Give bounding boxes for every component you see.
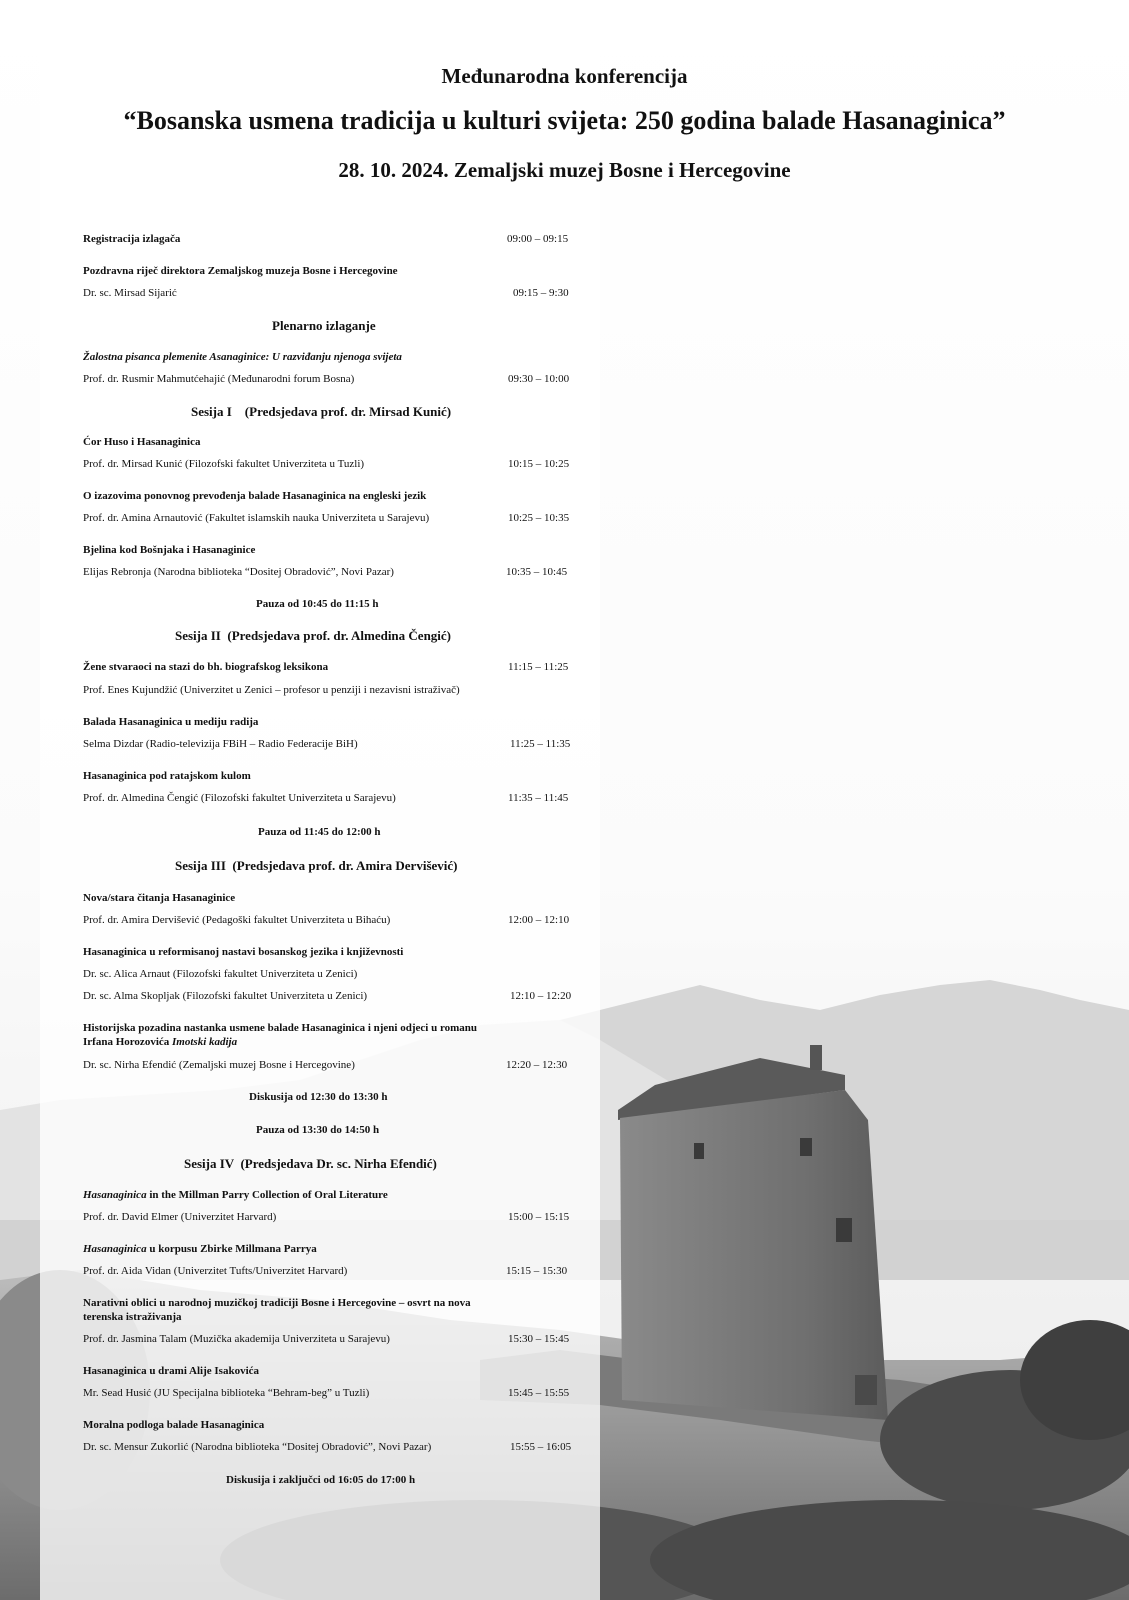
s2-talk2-speaker: Selma Dizdar (Radio-televizija FBiH – Radio Federacije BiH)	[83, 738, 358, 750]
session2-heading: Sesija II (Predsjedava prof. dr. Almedina Čengić)	[175, 628, 452, 643]
session3-heading: Sesija III (Predsjedava prof. dr. Amira Dervišević)	[175, 858, 458, 873]
s3-talk2-time: 12:10 – 12:20	[510, 990, 572, 1002]
s3-talk3-time: 12:20 – 12:30	[506, 1059, 568, 1071]
s3-talk3-title-line2	[83, 1036, 237, 1048]
s3-talk2-speaker2: Dr. sc. Alma Skopljak (Filozofski fakultet Univerziteta u Zenici)	[83, 990, 368, 1002]
s4-talk3-speaker: Prof. dr. Jasmina Talam (Muzička akademija Univerziteta u Sarajevu)	[83, 1333, 390, 1345]
s4-talk2-title-italic: Hasanaginica	[83, 1243, 147, 1255]
s3-talk3-title-author: Irfana Horozovića	[83, 1036, 173, 1048]
s1-talk2-title: O izazovima ponovnog prevođenja balade Hasanaginica na engleski jezik	[83, 490, 427, 502]
s4-talk2-time: 15:15 – 15:30	[506, 1265, 568, 1277]
s4-talk5-title: Moralna podloga balade Hasanaginica	[83, 1419, 265, 1431]
pause-3: Pauza od 13:30 do 14:50 h	[256, 1124, 380, 1136]
pause-2: Pauza od 11:45 do 12:00 h	[258, 826, 381, 838]
s4-talk2-title	[83, 1243, 317, 1255]
s2-talk3-speaker: Prof. dr. Almedina Čengić (Filozofski fakultet Univerziteta u Sarajevu)	[83, 792, 396, 804]
s4-talk4-title: Hasanaginica u drami Alije Isakovića	[83, 1365, 260, 1377]
s3-talk1-speaker: Prof. dr. Amira Dervišević (Pedagoški fakultet Univerziteta u Bihaću)	[83, 914, 391, 926]
s3-talk3-speaker: Dr. sc. Nirha Efendić (Zemaljski muzej Bosne i Hercegovine)	[83, 1059, 355, 1071]
conference-title: “Bosanska usmena tradicija u kulturi svijeta: 250 godina balade Hasanaginica”	[123, 106, 1006, 135]
s4-talk1-title-rest: in the Millman Parry Collection of Oral Literature	[146, 1189, 388, 1201]
s4-talk5-time: 15:55 – 16:05	[510, 1441, 572, 1453]
s4-talk3-title-line2: terenska istraživanja	[83, 1311, 182, 1323]
s2-talk2-time: 11:25 – 11:35	[510, 738, 571, 750]
discussion-1: Diskusija od 12:30 do 13:30 h	[249, 1091, 388, 1103]
s1-talk1-time: 10:15 – 10:25	[508, 458, 570, 470]
s4-talk3-title-line1: Narativni oblici u narodnoj muzičkoj tradiciji Bosne i Hercegovine – osvrt na nova	[83, 1297, 471, 1309]
s2-talk1-time: 11:15 – 11:25	[508, 661, 569, 673]
closing-discussion: Diskusija i zaključci od 16:05 do 17:00 h	[226, 1474, 416, 1486]
pause-1: Pauza od 10:45 do 11:15 h	[256, 598, 379, 610]
s4-talk1-time: 15:00 – 15:15	[508, 1211, 570, 1223]
plenary-speaker: Prof. dr. Rusmir Mahmutćehajić (Međunarodni forum Bosna)	[83, 373, 355, 385]
conference-type: Međunarodna konferencija	[441, 64, 688, 88]
s1-talk3-title: Bjelina kod Bošnjaka i Hasanaginice	[83, 544, 256, 556]
s1-talk2-time: 10:25 – 10:35	[508, 512, 570, 524]
s1-talk2-speaker: Prof. dr. Amina Arnautović (Fakultet islamskih nauka Univerziteta u Sarajevu)	[83, 512, 430, 524]
session4-heading: Sesija IV (Predsjedava Dr. sc. Nirha Efendić)	[184, 1156, 437, 1171]
welcome-time: 09:15 – 9:30	[513, 287, 569, 299]
welcome-title: Pozdravna riječ direktora Zemaljskog muzeja Bosne i Hercegovine	[83, 265, 398, 277]
s1-talk3-time: 10:35 – 10:45	[506, 566, 568, 578]
s2-talk3-title: Hasanaginica pod ratajskom kulom	[83, 770, 251, 782]
plenary-time: 09:30 – 10:00	[508, 373, 570, 385]
s3-talk3-title-line1: Historijska pozadina nastanka usmene balade Hasanaginica i njeni odjeci u romanu	[83, 1022, 478, 1034]
s1-talk1-speaker: Prof. dr. Mirsad Kunić (Filozofski fakultet Univerziteta u Tuzli)	[83, 458, 365, 470]
s4-talk4-speaker: Mr. Sead Husić (JU Specijalna biblioteka “Behram-beg” u Tuzli)	[83, 1387, 370, 1399]
s2-talk3-time: 11:35 – 11:45	[508, 792, 569, 804]
s4-talk4-time: 15:45 – 15:55	[508, 1387, 570, 1399]
s4-talk1-speaker: Prof. dr. David Elmer (Univerzitet Harvard)	[83, 1211, 277, 1223]
s3-talk1-time: 12:00 – 12:10	[508, 914, 570, 926]
s4-talk1-title-italic: Hasanaginica	[83, 1189, 147, 1201]
s4-talk2-title-rest: u korpusu Zbirke Millmana Parrya	[146, 1243, 317, 1255]
s1-talk3-speaker: Elijas Rebronja (Narodna biblioteka “Dositej Obradović”, Novi Pazar)	[83, 566, 394, 578]
s2-talk2-title: Balada Hasanaginica u mediju radija	[83, 716, 259, 728]
s2-talk1-title: Žene stvaraoci na stazi do bh. biografskog leksikona	[83, 661, 329, 673]
s3-talk3-title-novel: Imotski kadija	[172, 1036, 238, 1048]
s3-talk2-speaker1: Dr. sc. Alica Arnaut (Filozofski fakultet Univerziteta u Zenici)	[83, 968, 358, 980]
plenary-heading: Plenarno izlaganje	[272, 318, 376, 333]
s4-talk5-speaker: Dr. sc. Mensur Zukorlić (Narodna biblioteka “Dositej Obradović”, Novi Pazar)	[83, 1441, 432, 1453]
s4-talk2-speaker: Prof. dr. Aida Vidan (Univerzitet Tufts/Univerzitet Harvard)	[83, 1265, 348, 1277]
session1-heading: Sesija I (Predsjedava prof. dr. Mirsad Kunić)	[191, 404, 452, 419]
plenary-title: Žalostna pisanca plemenite Asanaginice: U razviđanju njenoga svijeta	[83, 351, 402, 363]
s1-talk1-title: Ćor Huso i Hasanaginica	[83, 436, 201, 448]
s3-talk1-title: Nova/stara čitanja Hasanaginice	[83, 892, 236, 904]
s2-talk1-speaker: Prof. Enes Kujundžić (Univerzitet u Zenici – profesor u penziji i nezavisni istraživač)	[83, 684, 460, 696]
s4-talk3-time: 15:30 – 15:45	[508, 1333, 570, 1345]
registration-time: 09:00 – 09:15	[507, 233, 569, 245]
conference-date-venue: 28. 10. 2024. Zemaljski muzej Bosne i Hercegovine	[338, 158, 791, 182]
s4-talk1-title	[83, 1189, 388, 1201]
welcome-speaker: Dr. sc. Mirsad Sijarić	[83, 287, 177, 299]
s3-talk2-title: Hasanaginica u reformisanoj nastavi bosanskog jezika i književnosti	[83, 946, 404, 958]
registration-title: Registracija izlagača	[83, 233, 181, 245]
